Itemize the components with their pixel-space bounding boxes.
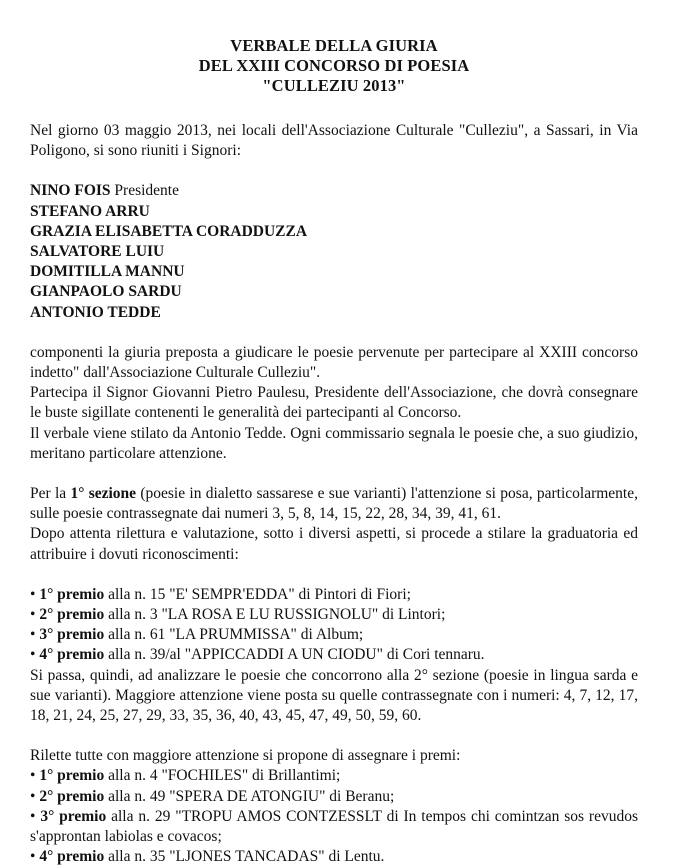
document-page	[30, 36, 638, 868]
jury-paragraph: componenti la giuria preposta a giudicare le poesie pervenute per partecipare al XXIII concorso indetto" dall'Associazione Culturale Culleziu".	[30, 343, 638, 382]
section1-prize-list	[30, 585, 638, 666]
prize-item: • 3° premio alla n. 29 "TROPU AMOS CONTZESSLT di In tempos chi comintzan sos revudos s'approntan labiolas e covacos;	[30, 807, 638, 846]
section1-paragraph: Per la 1° sezione (poesie in dialetto sassarese e sue varianti) l'attenzione si posa, particolarmente, sulle poesie contrassegnate dai numeri 3, 5, 8, 14, 15, 22, 28, 34, 39, 41, 61.	[30, 485, 638, 523]
section1-followup: Dopo attenta rilettura e valutazione, sotto i diversi aspetti, si procede a stilare la graduatoria ed attribuire i dovuti riconoscimenti:	[30, 525, 638, 563]
prize-item: • 4° premio alla n. 39/al "APPICCADDI A UN CIODU" di Cori tennaru.	[30, 646, 485, 664]
prize-item: • 1° premio alla n. 15 "E' SEMPR'EDDA" di Pintori di Fiori;	[30, 585, 411, 603]
jury-member: DOMITILLA MANNU	[30, 263, 185, 281]
jury-member: ANTONIO TEDDE	[30, 303, 161, 321]
prize-item: • 4° premio alla n. 35 "LJONES TANCADAS" di Lentu.	[30, 848, 385, 866]
jury-member: GIANPAOLO SARDU	[30, 283, 182, 301]
minutes-paragraph: Il verbale viene stilato da Antonio Tedde. Ogni commissario segnala le poesie che, a suo giudizio, meritano particolare attenzione.	[30, 424, 638, 462]
president-paragraph: Partecipa il Signor Giovanni Pietro Paulesu, Presidente dell'Associazione, che dovrà consegnare le buste sigillate contenenti le generalità dei partecipanti al Concorso.	[30, 384, 638, 422]
prize-item: • 2° premio alla n. 3 "LA ROSA E LU RUSSIGNOLU" di Lintori;	[30, 606, 446, 624]
prize-item: • 1° premio alla n. 4 "FOCHILES" di Brillantimi;	[30, 767, 341, 785]
jury-member: GRAZIA ELISABETTA CORADDUZZA	[30, 222, 308, 240]
section1-label: 1° sezione	[70, 485, 137, 503]
jury-member: NINO FOIS Presidente	[30, 182, 179, 200]
title-line-2: DEL XXIII CONCORSO DI POESIA	[198, 56, 470, 75]
title-line-3: "CULLEZIU 2013"	[262, 76, 406, 95]
jury-members-list	[30, 181, 638, 322]
section2-followup: Rilette tutte con maggiore attenzione si propone di assegnare i premi:	[30, 747, 461, 765]
intro-paragraph: Nel giorno 03 maggio 2013, nei locali dell'Associazione Culturale "Culleziu", a Sassari, in Via Poligono, si sono riuniti i Signori:	[30, 122, 638, 160]
prize-item: • 2° premio alla n. 49 "SPERA DE ATONGIU" di Beranu;	[30, 787, 395, 805]
document-title	[30, 36, 638, 96]
section2-paragraph: Si passa, quindi, ad analizzare le poesie che concorrono alla 2° sezione (poesie in lingua sarda e sue varianti). Maggiore attenzione viene posta su quelle contrassegnate con i numeri: 4, 7, 12, 17, 18, 21, 24, 25, 27, 29, 33, 35, 36, 40, 43, 45, 47, 49, 50, 59, 60.	[30, 666, 638, 725]
jury-member: SALVATORE LUIU	[30, 243, 165, 261]
prize-item: • 3° premio alla n. 61 "LA PRUMMISSA" di Album;	[30, 626, 364, 644]
section2-prize-list	[30, 766, 638, 867]
jury-member: STEFANO ARRU	[30, 202, 150, 220]
title-line-1: VERBALE DELLA GIURIA	[230, 36, 438, 55]
